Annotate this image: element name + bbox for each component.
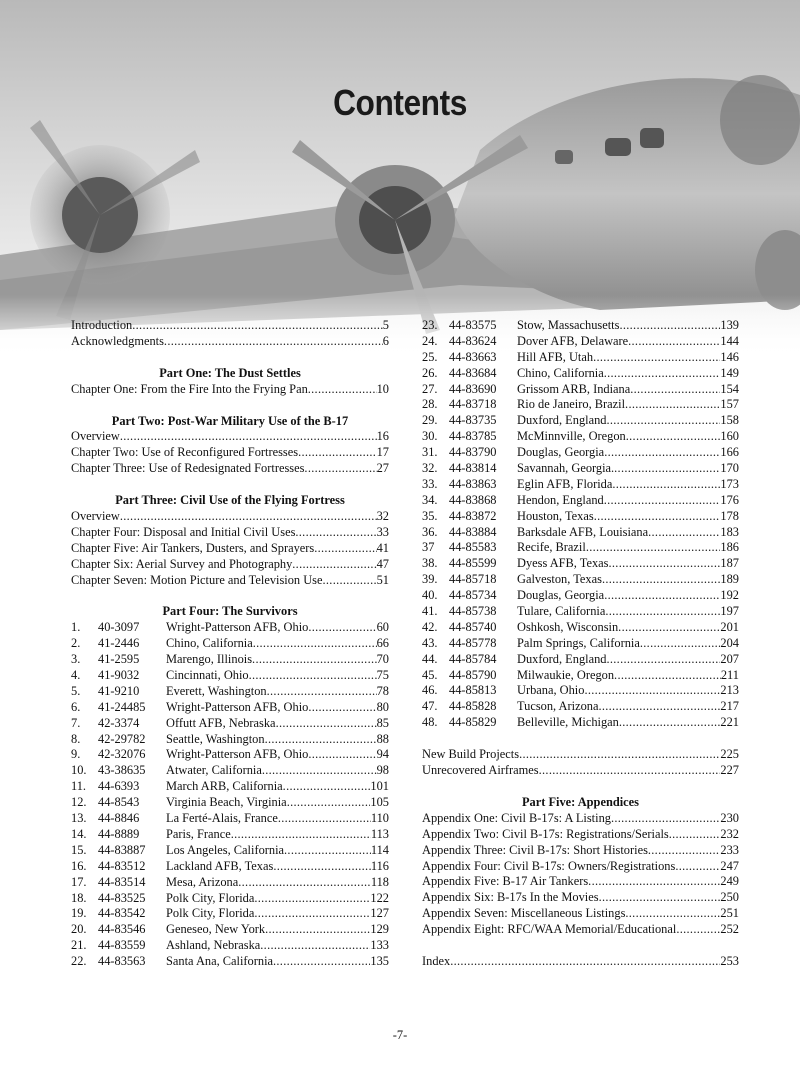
leader-dots xyxy=(308,700,376,716)
leader-dots xyxy=(265,922,370,938)
survivor-entry[interactable]: 46. 44-85813 Urbana, Ohio ..... 213 xyxy=(422,683,739,699)
toc-entry[interactable]: Acknowledgments ..... 6 xyxy=(71,334,389,350)
survivor-entry[interactable]: 47. 44-85828 Tucson, Arizona ..... 217 xyxy=(422,699,739,715)
survivor-entry[interactable]: 29. 44-83735 Duxford, England ..... 158 xyxy=(422,413,739,429)
leader-dots xyxy=(586,540,721,556)
leader-dots xyxy=(606,652,720,668)
leader-dots xyxy=(612,477,720,493)
toc-entry[interactable]: Chapter Two: Use of Reconfigured Fortresses ..... 17 xyxy=(71,445,389,461)
leader-dots xyxy=(276,716,377,732)
toc-entry[interactable]: Appendix Seven: Miscellaneous Listings ..... 251 xyxy=(422,906,739,922)
leader-dots xyxy=(164,334,383,350)
toc-entry[interactable]: Appendix Five: B-17 Air Tankers ..... 249 xyxy=(422,874,739,890)
page-number: -7- xyxy=(392,1028,408,1042)
leader-dots xyxy=(614,668,721,684)
survivor-entry[interactable]: 15. 44-83887 Los Angeles, California ..... 114 xyxy=(71,843,389,859)
leader-dots xyxy=(588,874,720,890)
leader-dots xyxy=(273,954,370,970)
survivor-entry[interactable]: 45. 44-85790 Milwaukie, Oregon ..... 211 xyxy=(422,668,739,684)
leader-dots xyxy=(265,732,377,748)
leader-dots xyxy=(298,445,377,461)
survivor-entry[interactable]: 3. 41-2595 Marengo, Illinois ..... 70 xyxy=(71,652,389,668)
toc-entry[interactable]: Unrecovered Airframes ..... 227 xyxy=(422,763,739,779)
survivor-entry[interactable]: 32. 44-83814 Savannah, Georgia. ..... 170 xyxy=(422,461,739,477)
leader-dots xyxy=(604,445,720,461)
survivor-entry[interactable]: 40. 44-85734 Douglas, Georgia ..... 192 xyxy=(422,588,739,604)
survivor-entry[interactable]: 37 44-85583 Recife, Brazil ..... 186 xyxy=(422,540,739,556)
survivor-entry[interactable]: 34. 44-83868 Hendon, England ..... 176 xyxy=(422,493,739,509)
toc-entry[interactable]: Chapter Six: Aerial Survey and Photography ..... 47 xyxy=(71,557,389,573)
leader-dots xyxy=(625,906,720,922)
leader-dots xyxy=(238,875,371,891)
section-heading-part-four: Part Four: The Survivors xyxy=(162,604,298,619)
survivor-entry[interactable]: 24. 44-83624 Dover AFB, Delaware ..... 144 xyxy=(422,334,739,350)
survivor-entry[interactable]: 19. 44-83542 Polk City, Florida ..... 127 xyxy=(71,906,389,922)
toc-entry[interactable]: Chapter Five: Air Tankers, Dusters, and Sprayers ..... 41 xyxy=(71,541,389,557)
survivors-list-right xyxy=(422,318,739,731)
survivor-entry[interactable]: 39. 44-85718 Galveston, Texas ..... 189 xyxy=(422,572,739,588)
b17-background-photo xyxy=(0,0,800,360)
leader-dots xyxy=(604,366,721,382)
toc-entry[interactable]: Chapter Three: Use of Redesignated Fortresses ..... 27 xyxy=(71,461,389,477)
toc-entry[interactable]: Appendix Four: Civil B-17s: Owners/Registrations ..... 247 xyxy=(422,859,739,875)
leader-dots xyxy=(295,525,376,541)
leader-dots xyxy=(618,620,720,636)
survivor-entry[interactable]: 42. 44-85740 Oshkosh, Wisconsin ..... 201 xyxy=(422,620,739,636)
leader-dots xyxy=(628,334,720,350)
survivor-entry[interactable]: 23. 44-83575 Stow, Massachusetts ..... 139 xyxy=(422,318,739,334)
survivor-entry[interactable]: 38. 44-85599 Dyess AFB, Texas ..... 187 xyxy=(422,556,739,572)
toc-entry[interactable]: Chapter One: From the Fire Into the Frying Pan ..... 10 xyxy=(71,382,389,398)
survivor-entry[interactable]: 5. 41-9210 Everett, Washington ..... 78 xyxy=(71,684,389,700)
leader-dots xyxy=(278,811,371,827)
leader-dots xyxy=(308,620,376,636)
leader-dots xyxy=(604,493,721,509)
section-heading-part-three: Part Three: Civil Use of the Flying Fortress xyxy=(115,493,345,508)
leader-dots xyxy=(640,636,721,652)
toc-entry[interactable]: Overview ..... 16 xyxy=(71,429,389,445)
leader-dots xyxy=(260,938,370,954)
leader-dots xyxy=(284,843,371,859)
survivor-entry[interactable]: 1. 40-3097 Wright-Patterson AFB, Ohio ..... 60 xyxy=(71,620,389,636)
survivor-entry[interactable]: 36. 44-83884 Barksdale AFB, Louisiana ..... 183 xyxy=(422,525,739,541)
leader-dots xyxy=(539,763,721,779)
leader-dots xyxy=(304,461,376,477)
survivor-entry[interactable]: 18. 44-83525 Polk City, Florida ..... 122 xyxy=(71,891,389,907)
leader-dots xyxy=(120,429,377,445)
leader-dots xyxy=(292,557,376,573)
survivor-entry[interactable]: 28. 44-83718 Rio de Janeiro, Brazil ..... 157 xyxy=(422,397,739,413)
leader-dots xyxy=(611,811,720,827)
leader-dots xyxy=(614,461,720,477)
leader-dots xyxy=(323,573,377,589)
leader-dots xyxy=(283,779,371,795)
leader-dots xyxy=(584,683,720,699)
survivor-entry[interactable]: 2. 41-2446 Chino, California ..... 66 xyxy=(71,636,389,652)
leader-dots xyxy=(120,509,377,525)
leader-dots xyxy=(626,429,721,445)
leader-dots xyxy=(253,636,377,652)
leader-dots xyxy=(630,382,720,398)
toc-right-column xyxy=(422,318,739,970)
leader-dots xyxy=(676,922,720,938)
survivor-entry[interactable]: 25. 44-83663 Hill AFB, Utah ..... 146 xyxy=(422,350,739,366)
survivor-entry[interactable]: 21. 44-83559 Ashland, Nebraska ..... 133 xyxy=(71,938,389,954)
toc-entry[interactable]: Appendix Two: Civil B-17s: Registrations/Serials ..... 232 xyxy=(422,827,739,843)
leader-dots xyxy=(249,668,377,684)
leader-dots xyxy=(593,350,720,366)
leader-dots xyxy=(262,763,377,779)
survivor-entry[interactable]: 10. 43-38635 Atwater, California ..... 98 xyxy=(71,763,389,779)
leader-dots xyxy=(625,397,720,413)
leader-dots xyxy=(308,747,376,763)
toc-entry[interactable]: Appendix Eight: RFC/WAA Memorial/Educational ..... 252 xyxy=(422,922,739,938)
section-heading-part-two: Part Two: Post-War Military Use of the B-17 xyxy=(111,413,349,428)
survivor-entry[interactable]: 16. 44-83512 Lackland AFB, Texas ..... 116 xyxy=(71,859,389,875)
survivor-entry[interactable]: 26. 44-83684 Chino, California ..... 149 xyxy=(422,366,739,382)
survivor-entry[interactable]: 6. 41-24485 Wright-Patterson AFB, Ohio ..... 80 xyxy=(71,700,389,716)
survivor-entry[interactable]: 9. 42-32076 Wright-Patterson AFB, Ohio ..... 94 xyxy=(71,747,389,763)
toc-entry[interactable]: Chapter Seven: Motion Picture and Television Use ..... 51 xyxy=(71,573,389,589)
survivor-entry[interactable]: 35. 44-83872 Houston, Texas ..... 178 xyxy=(422,509,739,525)
toc-entry-index[interactable]: Index ..... 253 xyxy=(422,954,739,970)
leader-dots xyxy=(598,699,720,715)
leader-dots xyxy=(314,541,376,557)
leader-dots xyxy=(606,413,720,429)
survivor-entry[interactable]: 48. 44-85829 Belleville, Michigan ..... 221 xyxy=(422,715,739,731)
survivor-entry[interactable]: 11. 44-6393 March ARB, California ..... 101 xyxy=(71,779,389,795)
toc-entry[interactable]: Appendix Six: B-17s In the Movies ..... 250 xyxy=(422,890,739,906)
leader-dots xyxy=(267,684,377,700)
leader-dots xyxy=(619,715,721,731)
toc-entry[interactable]: Overview ..... 32 xyxy=(71,509,389,525)
toc-entry[interactable]: Chapter Four: Disposal and Initial Civil Uses ..... 33 xyxy=(71,525,389,541)
survivor-entry[interactable]: 22. 44-83563 Santa Ana, California ..... 135 xyxy=(71,954,389,970)
survivor-entry[interactable]: 20. 44-83546 Geneseo, New York ..... 129 xyxy=(71,922,389,938)
page-title: Contents xyxy=(333,82,467,123)
section-heading-part-five: Part Five: Appendices xyxy=(521,794,639,809)
leader-dots xyxy=(231,827,371,843)
leader-dots xyxy=(602,572,720,588)
survivor-entry[interactable]: 17. 44-83514 Mesa, Arizona ..... 118 xyxy=(71,875,389,891)
survivor-entry[interactable]: 41. 44-85738 Tulare, California ..... 197 xyxy=(422,604,739,620)
leader-dots xyxy=(519,747,720,763)
survivor-entry[interactable]: 8. 42-29782 Seattle, Washington ..... 88 xyxy=(71,732,389,748)
toc-entry[interactable]: New Build Projects ..... 225 xyxy=(422,747,739,763)
survivor-entry[interactable]: 4. 41-9032 Cincinnati, Ohio ..... 75 xyxy=(71,668,389,684)
leader-dots xyxy=(619,318,720,334)
survivor-entry[interactable]: 13. 44-8846 La Ferté-Alais, France ..... 110 xyxy=(71,811,389,827)
leader-dots xyxy=(287,795,371,811)
survivor-entry[interactable]: 14. 44-8889 Paris, France ..... 113 xyxy=(71,827,389,843)
leader-dots xyxy=(132,318,383,334)
leader-dots xyxy=(252,652,377,668)
survivor-entry[interactable]: 30. 44-83785 McMinnville, Oregon ..... 160 xyxy=(422,429,739,445)
leader-dots xyxy=(675,859,720,875)
b17-aircraft-illustration xyxy=(0,0,800,360)
leader-dots xyxy=(648,843,721,859)
toc-entry[interactable]: Appendix Three: Civil B-17s: Short Histories ..... 233 xyxy=(422,843,739,859)
leader-dots xyxy=(648,525,720,541)
leader-dots xyxy=(669,827,721,843)
toc-entry[interactable]: Appendix One: Civil B-17s: A Listing ..... 230 xyxy=(422,811,739,827)
survivor-entry[interactable]: 43. 44-85778 Palm Springs, California ..... 204 xyxy=(422,636,739,652)
survivors-list-left xyxy=(71,620,389,970)
survivor-entry[interactable]: 33. 44-83863 Eglin AFB, Florida ..... 173 xyxy=(422,477,739,493)
leader-dots xyxy=(594,509,721,525)
leader-dots xyxy=(599,890,721,906)
survivor-entry[interactable]: 27. 44-83690 Grissom ARB, Indiana ..... 154 xyxy=(422,382,739,398)
survivor-entry[interactable]: 31. 44-83790 Douglas, Georgia ..... 166 xyxy=(422,445,739,461)
leader-dots xyxy=(605,604,720,620)
leader-dots xyxy=(604,588,720,604)
toc-left-column xyxy=(71,318,389,970)
leader-dots xyxy=(273,859,371,875)
leader-dots xyxy=(254,906,370,922)
leader-dots xyxy=(308,382,377,398)
survivor-entry[interactable]: 44. 44-85784 Duxford, England ..... 207 xyxy=(422,652,739,668)
leader-dots xyxy=(254,891,370,907)
toc-entry[interactable]: Introduction ..... 5 xyxy=(71,318,389,334)
survivor-entry[interactable]: 12. 44-8543 Virginia Beach, Virginia ..... 105 xyxy=(71,795,389,811)
leader-dots xyxy=(450,954,720,970)
leader-dots xyxy=(609,556,721,572)
survivor-entry[interactable]: 7. 42-3374 Offutt AFB, Nebraska ..... 85 xyxy=(71,716,389,732)
section-heading-part-one: Part One: The Dust Settles xyxy=(159,365,301,380)
